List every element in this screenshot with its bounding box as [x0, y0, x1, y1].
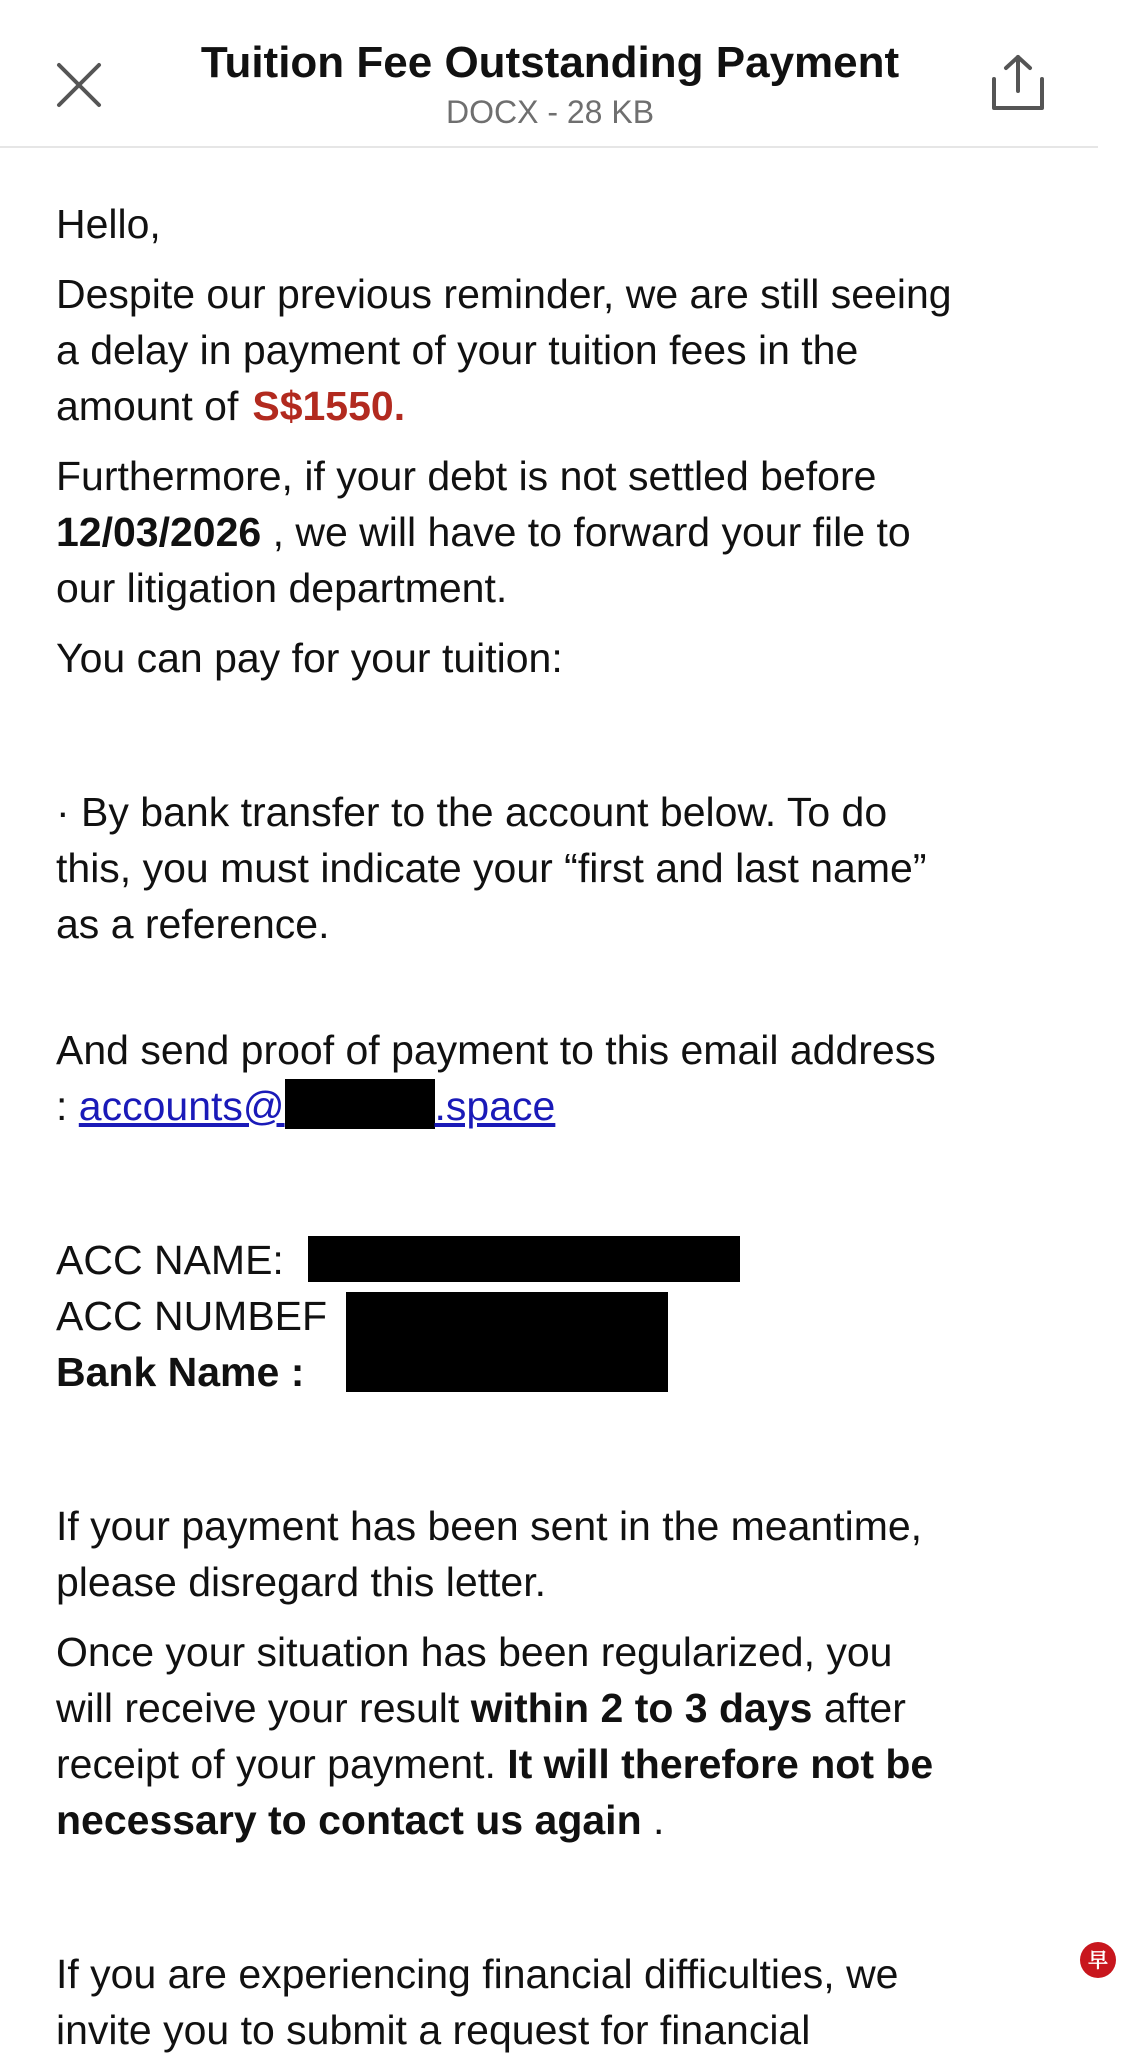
paragraph-bank-transfer — [56, 784, 1066, 952]
paragraph-regularized — [56, 1624, 1066, 1848]
text-line — [56, 1792, 1066, 1848]
share-icon — [989, 53, 1047, 113]
text-fragment: receipt of your payment. — [56, 1741, 508, 1787]
document-content — [56, 196, 1066, 2053]
deadline-date: 12/03/2026 — [56, 509, 262, 555]
text-fragment: will receive your result — [56, 1685, 471, 1731]
close-icon — [55, 61, 103, 109]
amount-label: amount of — [56, 383, 239, 429]
share-button[interactable] — [986, 50, 1050, 116]
text-line — [56, 504, 1066, 560]
text-line: invite you to submit a request for financial — [56, 2007, 811, 2053]
result-timeframe: within 2 to 3 days — [470, 1685, 813, 1731]
text-line: Despite our previous reminder, we are still seeing — [56, 271, 952, 317]
greeting: Hello, — [56, 201, 161, 247]
amount-value: S$1550. — [252, 383, 406, 429]
text-fragment: . — [641, 1797, 665, 1843]
no-contact-note: It will therefore not be — [507, 1741, 934, 1787]
clipped-line-wrap — [56, 2002, 1066, 2053]
deadline-text: , we will have to forward your file to — [261, 509, 911, 555]
paragraph-payment-delay — [56, 266, 1066, 434]
email-end: .space — [434, 1083, 556, 1129]
paragraph-disregard — [56, 1498, 1066, 1610]
document-meta: DOCX - 28 KB — [445, 94, 655, 130]
text-line — [56, 378, 1066, 434]
acc-name-label: ACC NAME: — [56, 1237, 284, 1283]
email-link[interactable] — [79, 1083, 556, 1129]
text-line: Furthermore, if your debt is not settled before — [56, 453, 877, 499]
text-line: And send proof of payment to this email address — [56, 1027, 936, 1073]
text-line: Once your situation has been regularized, you — [56, 1629, 893, 1675]
bank-name-label: Bank Name : — [56, 1349, 305, 1395]
text-line: If you are experiencing financial difficulties, we — [56, 1951, 899, 1997]
text-fragment: after — [812, 1685, 906, 1731]
text-line: our litigation department. — [56, 565, 508, 611]
zaobao-logo-icon: 早 — [1080, 1942, 1116, 1978]
email-start: accounts@ — [78, 1083, 285, 1129]
redacted-email-domain — [285, 1079, 435, 1129]
text-line: as a reference. — [56, 901, 330, 947]
text-line: a delay in payment of your tuition fees in the — [56, 327, 859, 373]
email-prefix: : — [56, 1083, 79, 1129]
close-button[interactable] — [48, 54, 110, 116]
text-line — [56, 1680, 1066, 1736]
no-contact-note-cont: necessary to contact us again — [56, 1797, 642, 1843]
text-line: please disregard this letter. — [56, 1559, 546, 1605]
acc-number-label: ACC NUMBEF — [56, 1293, 328, 1339]
paragraph-financial-help — [56, 1946, 1066, 2053]
paragraph-proof-email — [56, 1022, 1066, 1134]
paragraph-deadline — [56, 448, 1066, 616]
payment-intro: You can pay for your tuition: — [56, 635, 563, 681]
document-header — [0, 0, 1098, 148]
text-line — [56, 1078, 1066, 1134]
text-line — [56, 1736, 1066, 1792]
text-line: If your payment has been sent in the meantime, — [56, 1503, 923, 1549]
title-group — [140, 36, 960, 132]
redacted-account-number — [346, 1292, 668, 1392]
text-line: · By bank transfer to the account below. To do — [56, 789, 888, 835]
text-line: this, you must indicate your “first and last name” — [56, 845, 927, 891]
redacted-account-name — [308, 1236, 740, 1282]
account-details — [56, 1232, 1066, 1400]
document-title: Tuition Fee Outstanding Payment — [200, 38, 900, 87]
